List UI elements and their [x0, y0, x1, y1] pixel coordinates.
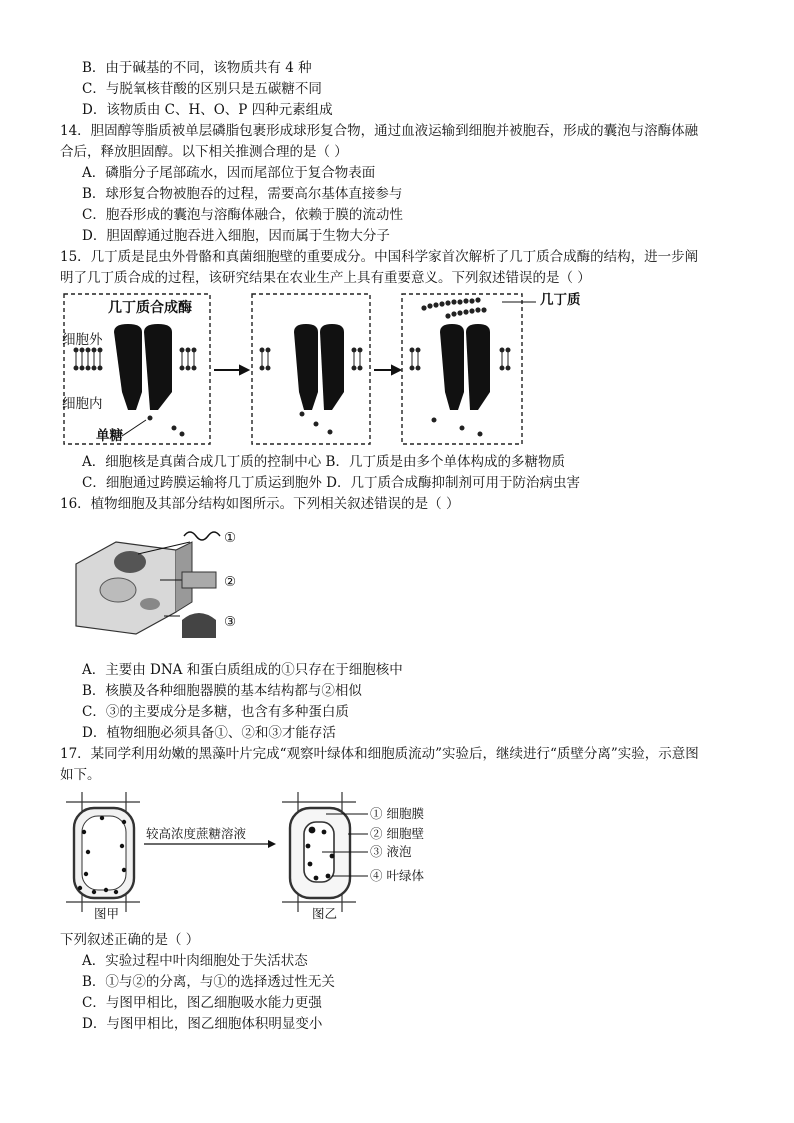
q14-option-c: C．胞吞形成的囊泡与溶酶体融合，依赖于膜的流动性 [82, 207, 403, 223]
q14-option-b: B．球形复合物被胞吞的过程，需要高尔基体直接参与 [82, 186, 403, 202]
outside-label: 细胞外 [62, 332, 103, 348]
q17-option-d: D．与图甲相比，图乙细胞体积明显变小 [82, 1016, 323, 1032]
label-2: ② [224, 574, 237, 590]
q16-option-d: D．植物细胞必须具备①、②和③才能存活 [82, 725, 336, 741]
q16-option-c: C．③的主要成分是多糖，也含有多种蛋白质 [82, 704, 349, 720]
chitin-label: 几丁质 [540, 292, 581, 308]
q17-option-b: B．①与②的分离，与①的选择透过性无关 [82, 974, 335, 990]
q15-options-line1: A．细胞核是真菌合成几丁质的控制中心 B．几丁质是由多个单体构成的多糖物质 [82, 454, 565, 470]
q15-stem-line1: 15．几丁质是昆虫外骨骼和真菌细胞壁的重要成分。中国科学家首次解析了几丁质合成酶的结构，进一步阐 [60, 249, 699, 265]
q13-option-c: C．与脱氧核苷酸的区别只是五碳糖不同 [82, 81, 322, 97]
label-3: ③ [224, 614, 237, 630]
q14-option-a: A．磷脂分子尾部疏水，因而尾部位于复合物表面 [82, 165, 376, 181]
inside-label: 细胞内 [62, 396, 103, 412]
q16-stem: 16．植物细胞及其部分结构如图所示。下列相关叙述错误的是（ ） [60, 496, 460, 512]
q16-option-b: B．核膜及各种细胞器膜的基本结构都与②相似 [82, 683, 362, 699]
legend-2: ② 细胞壁 [370, 826, 424, 841]
arrow-label: 较高浓度蔗糖溶液 [146, 826, 247, 841]
plasmolysis-figure [60, 792, 460, 924]
legend-4: ④ 叶绿体 [370, 868, 424, 883]
plant-cell-figure [68, 524, 248, 644]
legend-3: ③ 液泡 [370, 844, 412, 859]
monomer-label: 单糖 [96, 428, 123, 444]
enzyme-label: 几丁质合成酶 [108, 300, 192, 316]
label-1: ① [224, 530, 237, 546]
q17-stem-line2: 如下。 [60, 767, 101, 783]
q14-stem-line2: 合后，释放胆固醇。以下相关推测合理的是（ ） [60, 144, 348, 160]
figure-b-label: 图乙 [312, 906, 338, 921]
figure-a-label: 图甲 [94, 906, 120, 921]
q16-option-a: A．主要由 DNA 和蛋白质组成的①只存在于细胞核中 [82, 662, 403, 678]
q17-stem-line1: 17．某同学利用幼嫩的黑藻叶片完成“观察叶绿体和细胞质流动”实验后，继续进行“质壁分离”实验，示意图 [60, 746, 699, 762]
chitin-synthase-figure [62, 290, 592, 448]
q13-option-d: D．该物质由 C、H、O、P 四种元素组成 [82, 102, 333, 118]
q15-options-line2: C．细胞通过跨膜运输将几丁质运到胞外 D．几丁质合成酶抑制剂可用于防治病虫害 [82, 475, 580, 491]
q17-option-c: C．与图甲相比，图乙细胞吸水能力更强 [82, 995, 322, 1011]
q17-lead: 下列叙述正确的是（ ） [60, 932, 200, 948]
q14-option-d: D．胆固醇通过胞吞进入细胞，因而属于生物大分子 [82, 228, 390, 244]
q15-stem-line2: 明了几丁质合成的过程，该研究结果在农业生产上具有重要意义。下列叙述错误的是（ ） [60, 270, 591, 286]
q13-option-b: B．由于碱基的不同，该物质共有 4 种 [82, 60, 312, 76]
legend-1: ① 细胞膜 [370, 806, 424, 821]
q17-option-a: A．实验过程中叶肉细胞处于失活状态 [82, 953, 308, 969]
q14-stem-line1: 14．胆固醇等脂质被单层磷脂包裹形成球形复合物，通过血液运输到细胞并被胞吞，形成的囊泡与溶酶体融 [60, 123, 699, 139]
